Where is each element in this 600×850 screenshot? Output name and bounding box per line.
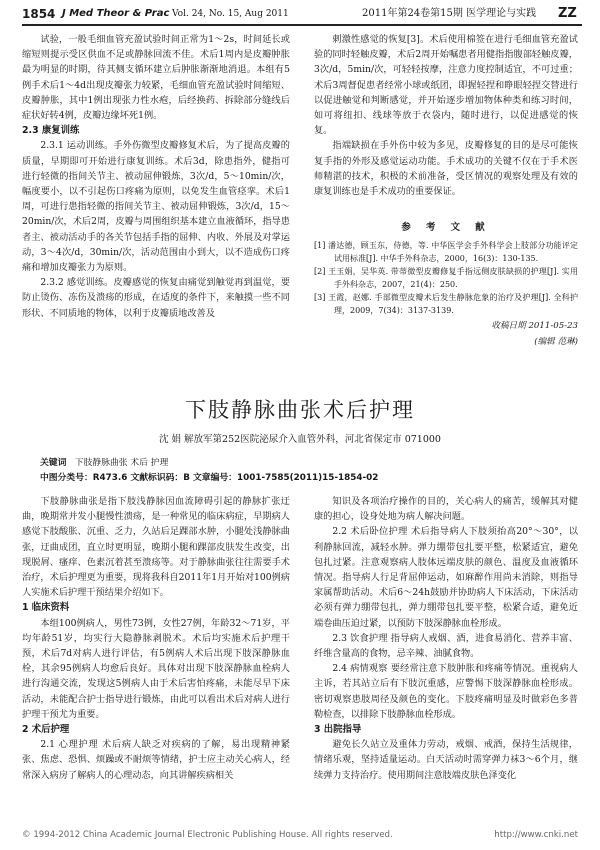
paragraph: 知识及各项治疗操作的目的，关心病人的痛苦，缓解其对健康的担心，设身处地为病人解决问题。 xyxy=(314,496,578,523)
section-heading: 2.3 康复训练 xyxy=(22,125,80,137)
keywords: 下肢静脉曲张 术后 护理 xyxy=(74,458,169,468)
references xyxy=(314,218,578,349)
paragraph: 2.4 病情观察 要经常注意下肢肿胀和疼痛等情况。重视病人主诉，若其站立后有下肢沉重感，应警惕下肢深静脉血栓形成。密切观察患肢周径及颜色的变化。下肢疼痛明显及时做彩色多普勒检查，以排除下肢静脉血栓形成。 xyxy=(314,663,578,720)
received-date: 收稿日期 2011-05-23 xyxy=(491,321,578,332)
journal-cn-info: 2011年第24卷第15期 医学理论与实践 xyxy=(362,8,537,19)
section-heading: 1 临床资料 xyxy=(22,602,70,614)
top-left-column xyxy=(22,32,290,321)
top-right-column xyxy=(314,32,578,199)
paragraph: 2.2 术后卧位护理 术后指导病人下肢须抬高20°～30°，以利静脉回流，减轻水肿。弹力绷带包扎要平整，松紧适宜，避免包扎过紧。注意观察病人肢体远端皮肤的颜色、温度及血液循环情况。指导病人行足背屈伸运动，如麻醉作用尚未消除，则指导家属帮助活动。术后6～24h鼓励并协助病人下床活动，下床活动必须有弹力绷带包扎，弹力绷带包扎要平整，松紧合适，避免近端卷曲压迫过紧，以预防下肢深静脉血栓形成。 xyxy=(314,526,578,629)
paragraph: 2.3.1 运动训练。手外伤微型皮瓣修复术后，为了提高皮瓣的质量，早期即可开始进行康复训练。术后3d，除患指外，健指可进行轻微的指间关节主、被动屈伸锻炼，3次/d，5～10min/次，幅度要小，以不引起伤口疼痛为原则，以免发生血管痉挛。术后1周，可进行患指轻微的指间关节主、被动屈伸锻炼，3次/d，15～20min/次，术后2周，皮瓣与周围组织基本建立血液循环，指导患者主、被动活动手的各关节包括手指的屈伸、内收、外展及对掌运动，3～4次/d，30min/次，活动范围由小到大，以不造成伤口疼痛和增加皮瓣张力为原则。 xyxy=(22,140,290,274)
references-heading: 参 考 文 献 xyxy=(401,222,491,233)
editor-note: (编辑 范琳) xyxy=(534,337,578,348)
classification: 中图分类号：R473.6 文献标识码：B 文章编号：1001-7585(2011)15-1854-02 xyxy=(40,473,379,483)
copyright-notice: © 1994-2012 China Academic Journal Electronic Publishing House. All rights reserved. xyxy=(22,830,393,840)
journal-logo: ZZ xyxy=(558,6,577,21)
paragraph: 避免长久站立及重体力劳动，戒烟、戒酒，保持生活规律，情绪乐观，坚持适量运动。白天活动时需穿弹力袜3～6个月，继续弹力支持治疗。使用期间注意肢端皮肤色泽变化 xyxy=(314,739,578,781)
paragraph: 2.1 心理护理 术后病人缺乏对疾病的了解，易出现精神紧张、焦虑、恐惧、烦躁或不耐烦等情绪，护士应主动关心病人，经常深入病房了解病人的心理动态，向其讲解疾病相关 xyxy=(22,739,290,781)
article-meta xyxy=(40,456,560,486)
section-heading: 3 出院指导 xyxy=(314,724,362,736)
paragraph: 本组100例病人，男性73例，女性27例，年龄32～71岁，平均年龄51岁，均实行大隐静脉剥脱术。术后均实施术后护理干预，术后7d对病人进行评估，有5例病人术后出现下肢深静脉血栓，其余95例病人均愈后良好。具体对出现下肢深静脉血栓病人进行沟通交流，发现这5例病人由于术后害怕疼痛，未能尽早下床活动，未能配合护士指导进行锻炼，由此可以看出术后对病人进行护理干预尤为重要。 xyxy=(22,617,290,720)
bottom-left-column xyxy=(22,494,290,783)
section-heading: 2 术后护理 xyxy=(22,724,70,736)
paragraph: 2.3.2 感觉训练。皮瓣感觉的恢复由痛觉到触觉再到温觉，要防止烫伤、冻伤及溃疡的形成，在适度的条件下，来触摸一些不同形状、不同质地的物体，以利于皮瓣质地改善及 xyxy=(22,277,290,319)
reference-item: [2] 王玉娟，吴华英. 带蒂微型皮瓣修复手指远侧皮肤缺损的护理[J]. 实用手外科杂志，2007，21(4)：250. xyxy=(314,267,578,290)
article-title: 下肢静脉曲张术后护理 xyxy=(185,398,415,422)
reference-item: [3] 王霞，赵娜. 手部微型皮瓣术后发生静脉危象的治疗及护理[J]. 全科护理，2009，7(34)：3137-3139. xyxy=(314,293,578,316)
paragraph: 指端缺损在手外伤中较为多见，皮瓣修复的目的是尽可能恢复手指的外形及感觉运动功能。手术成功的关键不仅在于手术医师精湛的技术，积极的术前准备，受区情况的观察处理及有效的康复训练也是手术成功的重要保证。 xyxy=(314,140,578,198)
paragraph: 2.3 饮食护理 指导病人戒烟、酒，进食易消化、营养丰富、纤维含量高的食物，忌辛辣、油腻食物。 xyxy=(314,632,578,660)
paragraph: 剌激性感觉的恢复[3]。术后使用棉签在进行毛细血管充盈试验的同时轻触皮瓣，术后2周开始嘱患者用健指指腹部轻触皮瓣，3次/d，5min/次，可轻轻按摩，注意力度控制适宜，不可过重；术后3周督促患者经常小球或纸团，即握轻捏和睁眼轻捏交替进行以促进触觉和判断感觉，并开始逐步增加物体种类和练习时间，如可将纽扣、线球等放于衣袋内，随时进行，以促进感觉的恢复。 xyxy=(314,34,578,137)
bottom-right-column xyxy=(314,494,578,783)
article-authors: 沈 娟 解放军第252医院泌尿介入血管外科，河北省保定市 071000 xyxy=(159,434,441,445)
page-footer xyxy=(22,830,578,840)
keywords-label: 关键词 xyxy=(40,458,67,468)
paragraph: 下肢静脉曲张是指下肢浅静脉因血流障碍引起的静脉扩张迂曲，晚期常并发小腿慢性溃疡，是一种常见的临床病症，早期病人感觉下肢酸胀、沉重、乏力，久站后足踝部水肿，小腿处浅静脉曲张，迂曲成团，直立时更明显，晚期小腿和踝部皮肤发生改变，出现脱屑、瘙痒、色素沉着甚至溃疡等。对于静脉曲张往往需要手术治疗，术后护理更为重要，现将我科自2011年1月开始对100例病人实施术后护理干预结果介绍如下。 xyxy=(22,496,290,599)
footer-url[interactable]: http://www.cnki.net xyxy=(494,830,578,840)
running-header xyxy=(22,4,582,26)
volume-info: Vol. 24, No. 15, Aug 2011 xyxy=(172,9,289,19)
page-number: 1854 xyxy=(22,7,56,21)
reference-item: [1] 潘达德，顾玉东，侍德，等. 中华医学会手外科学会上肢部分功能评定试用标准[J]. 中华手外科杂志，2000，16(3)：130-135. xyxy=(314,241,578,264)
journal-name: J Med Theor & Prac xyxy=(62,8,170,19)
paragraph: 试验，一般毛细血管充盈试验时间正常为1～2s，时间延长或缩短则提示受区供血不足或静脉回流不佳。术后1周内是皮瓣肿胀最为明显的时期，待其侧支循环建立后肿胀渐渐地消退。本组有5例手术后1～4d出现皮瓣张力较紧，毛细血管充盈试验时间缩短、皮瓣肿胀，其中1例出现张力性水疱，后经换药、拆除部分缝线后症状好转4例，皮瓣边缘坏死1例。 xyxy=(22,34,290,122)
